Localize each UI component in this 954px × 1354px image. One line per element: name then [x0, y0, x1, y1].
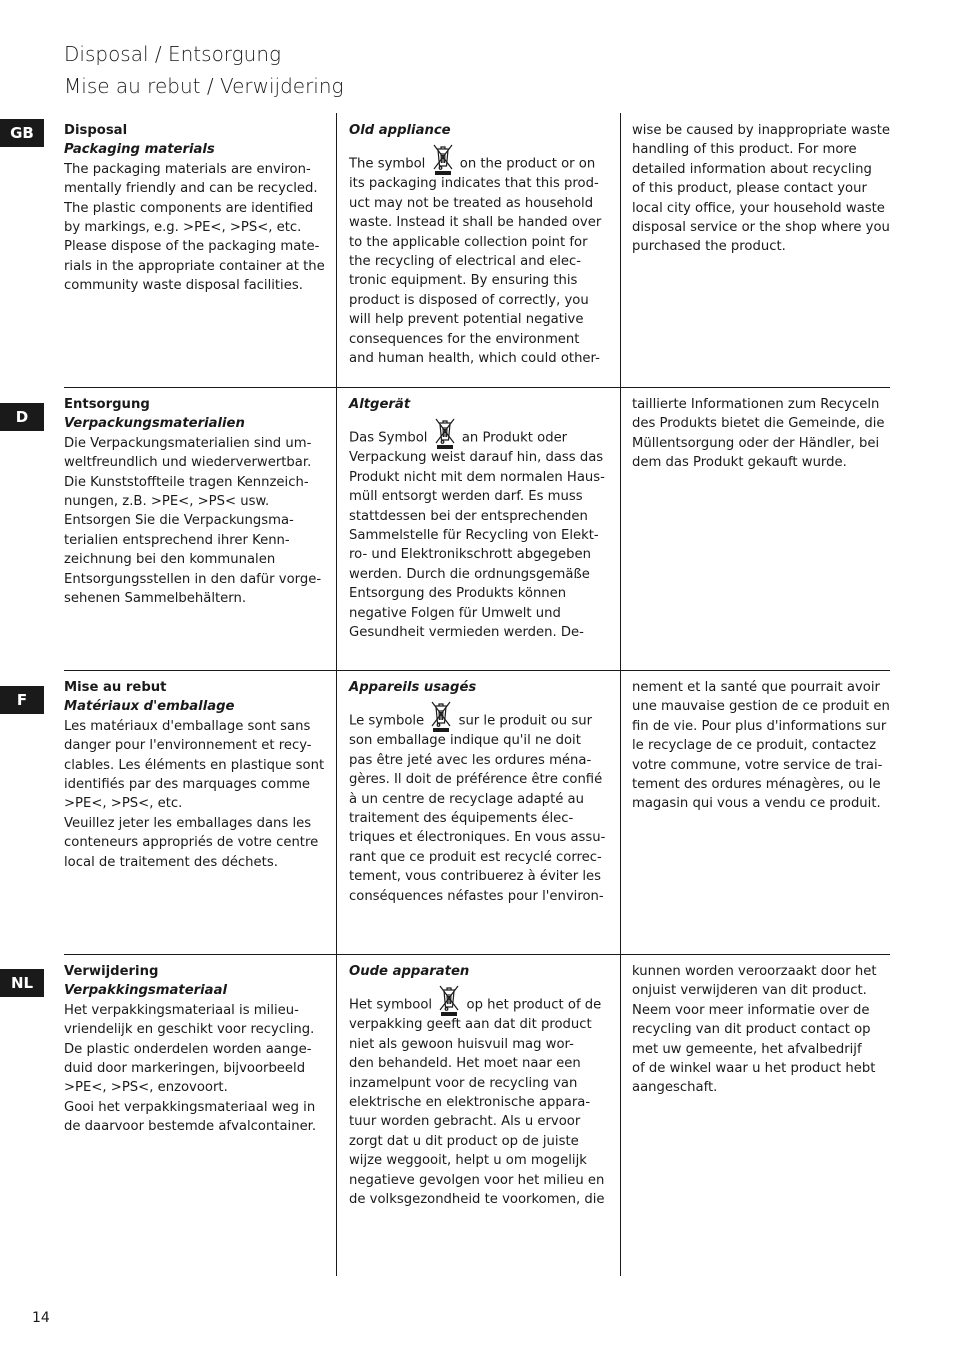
text-line: nungen, z.B. >PE<, >PS< usw. [64, 494, 270, 510]
text-line: negatieve gevolgen voor het milieu en [349, 1172, 605, 1188]
text-line: Müllentsorgung oder der Händler, bei [632, 435, 880, 451]
text-line: Die Verpackungsmaterialien sind um- [64, 435, 312, 451]
column-continuation [620, 113, 890, 387]
text-line: The packaging materials are environ- [64, 161, 311, 177]
text-line: detailed information about recycling [632, 161, 872, 177]
page-number: 14 [32, 1310, 50, 1326]
text-line: negative Folgen für Umwelt und [349, 605, 561, 621]
text-line: onjuist verwijderen van dit product. [632, 983, 867, 999]
text-line: local city office, your household waste [632, 200, 885, 216]
text-line: Sammelstelle für Recycling von Elekt- [349, 528, 599, 544]
symbol-text-after: on the product or on [459, 157, 596, 172]
weee-bin-icon [432, 142, 454, 176]
text-line: Les matériaux d'emballage sont sans [64, 718, 311, 734]
column-old-appliance [336, 387, 620, 670]
text-line: niet als gewoon huisvuil mag wor- [349, 1036, 574, 1052]
column-old-appliance [336, 670, 620, 954]
text-line: magasin qui vous a vendu ce produit. [632, 796, 881, 812]
language-tab-nl: NL [0, 969, 44, 997]
section-subheading: Appareils usagés [349, 680, 477, 695]
text-line: met uw gemeente, het afvalbedrijf [632, 1041, 862, 1057]
text-line: elektrische en elektronische appara- [349, 1095, 591, 1111]
text-line: consequences for the environment [349, 331, 580, 347]
column-packaging [64, 113, 330, 387]
text-line: aangeschaft. [632, 1080, 718, 1096]
section-heading: Mise au rebut [64, 680, 167, 695]
text-line: Gesundheit vermieden werden. De- [349, 625, 584, 641]
section-nl [64, 954, 890, 1276]
text-line: identifiés par des marquages comme [64, 777, 311, 793]
page-title-line1: Disposal / Entsorgung [64, 42, 282, 66]
text-line: dem das Produkt gekauft wurde. [632, 455, 847, 471]
text-line: des Produkts bietet die Gemeinde, die [632, 416, 885, 432]
text-line: The plastic components are identified [64, 200, 314, 216]
text-line: le recyclage de ce produit, contactez [632, 738, 877, 754]
column-continuation [620, 387, 890, 670]
weee-bin-icon [430, 699, 452, 733]
section-heading: Entsorgung [64, 397, 150, 412]
text-line: and human health, which could other- [349, 351, 600, 367]
text-line: conséquences néfastes pour l'environ- [349, 888, 604, 904]
text-line: vriendelijk en geschikt voor recycling. [64, 1022, 315, 1038]
text-line: mentally friendly and can be recycled. [64, 181, 318, 197]
section-subheading: Oude apparaten [349, 964, 470, 979]
text-line: wijze weggooit, helpt u om mogelijk [349, 1153, 587, 1169]
section-heading: Verwijdering [64, 964, 159, 979]
symbol-line [349, 414, 620, 448]
section-heading: Disposal [64, 123, 128, 138]
language-tab-gb: GB [0, 119, 44, 147]
text-line: Produkt nicht mit dem normalen Haus- [349, 469, 605, 485]
text-line: taillierte Informationen zum Recyceln [632, 397, 880, 412]
text-line: à un centre de recyclage adapté au [349, 791, 584, 807]
text-line: clables. Les éléments en plastique sont [64, 757, 325, 773]
text-line: werden. Durch die ordnungsgemäße [349, 566, 590, 582]
text-line: stattdessen bei der entsprechenden [349, 508, 588, 524]
text-line: kunnen worden veroorzaakt door het [632, 964, 877, 979]
weee-bin-icon [434, 416, 456, 450]
page-title-line2: Mise au rebut / Verwijdering [64, 74, 344, 98]
text-line: Entsorgen Sie die Verpackungsma- [64, 513, 294, 529]
text-line: tement des ordures ménagères, ou le [632, 777, 881, 793]
section-f [64, 670, 890, 954]
symbol-text-before: The symbol [349, 157, 426, 172]
text-line: son emballage indique qu'il ne doit [349, 733, 581, 749]
symbol-text-after: sur le produit ou sur [458, 714, 592, 729]
text-line: rant que ce produit est recyclé correc- [349, 849, 602, 865]
text-line: weltfreundlich und wiederverwertbar. [64, 455, 312, 471]
text-line: of this product, please contact your [632, 181, 867, 197]
text-line: inzamelpunt voor de recycling van [349, 1075, 578, 1091]
section-d [64, 387, 890, 670]
section-subheading: Old appliance [349, 123, 451, 138]
text-line: gères. Il doit de préférence être confié [349, 772, 603, 788]
text-line: den behandeld. Het moet naar een [349, 1056, 581, 1072]
text-line: Entsorgung des Produkts können [349, 586, 567, 602]
text-line: conteneurs appropriés de votre centre [64, 835, 319, 851]
text-line: Gooi het verpakkingsmateriaal weg in [64, 1099, 316, 1115]
text-line: waste. Instead it shall be handed over [349, 215, 602, 231]
text-line: Entsorgungsstellen in den dafür vorge- [64, 571, 322, 587]
text-line: verpakking geeft aan dat dit product [349, 1017, 592, 1033]
text-line: wise be caused by inappropriate waste [632, 123, 890, 138]
symbol-text-before: Het symbool [349, 998, 433, 1013]
text-line: nement et la santé que pourrait avoir [632, 680, 880, 695]
column-continuation [620, 670, 890, 954]
section-subheading: Matériaux d'emballage [64, 699, 235, 715]
section-subheading: Packaging materials [64, 142, 215, 158]
text-line: tuur worden gebracht. Als u ervoor [349, 1114, 581, 1130]
section-subheading: Altgerät [349, 397, 411, 412]
text-line: danger pour l'environnement et recy- [64, 738, 312, 754]
text-line: ro- und Elektronikschrott abgegeben [349, 547, 591, 563]
text-line: fin de vie. Pour plus d'informations sur [632, 718, 887, 734]
text-line: Neem voor meer informatie over de [632, 1002, 870, 1018]
text-line: votre commune, votre service de trai- [632, 757, 883, 773]
text-line: local de traitement des déchets. [64, 854, 278, 870]
symbol-line [349, 981, 620, 1015]
column-continuation [620, 954, 890, 1276]
symbol-line [349, 140, 620, 174]
text-line: will help prevent potential negative [349, 312, 584, 328]
text-line: its packaging indicates that this prod- [349, 176, 599, 192]
text-line: Het verpakkingsmateriaal is milieu- [64, 1002, 299, 1018]
text-line: de daarvoor bestemde afvalcontainer. [64, 1119, 317, 1135]
text-line: product is disposed of correctly, you [349, 292, 589, 308]
text-line: of de winkel waar u het product hebt [632, 1061, 876, 1077]
column-packaging [64, 387, 330, 670]
text-line: recycling van dit product contact op [632, 1022, 871, 1038]
text-line: Die Kunststoffteile tragen Kennzeich- [64, 474, 309, 490]
section-gb [64, 113, 890, 387]
text-line: by markings, e.g. >PE<, >PS<, etc. [64, 220, 302, 236]
symbol-text-after: op het product of de [466, 998, 602, 1013]
text-line: the recycling of electrical and elec- [349, 254, 582, 270]
text-line: traitement des équipements élec- [349, 811, 574, 827]
symbol-text-before: Das Symbol [349, 431, 428, 446]
text-line: de volksgezondheid te voorkomen, die [349, 1192, 605, 1208]
text-line: to the applicable collection point for [349, 234, 588, 250]
text-line: handling of this product. For more [632, 142, 857, 158]
text-line: >PE<, >PS<, enzovoort. [64, 1080, 228, 1096]
text-line: Verpackung weist darauf hin, dass das [349, 450, 604, 466]
text-line: pas être jeté avec les ordures ména- [349, 752, 592, 768]
section-subheading: Verpakkingsmateriaal [64, 983, 228, 999]
weee-bin-icon [438, 983, 460, 1017]
text-line: >PE<, >PS<, etc. [64, 796, 183, 812]
section-subheading: Verpackungsmaterialien [64, 416, 245, 432]
text-line: tement, vous contribuerez à éviter les [349, 869, 601, 885]
text-line: tronic equipment. By ensuring this [349, 273, 578, 289]
column-old-appliance [336, 113, 620, 387]
language-tab-f: F [0, 686, 44, 714]
column-old-appliance [336, 954, 620, 1276]
text-line: terialien entsprechend ihrer Kenn- [64, 532, 290, 548]
symbol-text-before: Le symbole [349, 714, 425, 729]
language-tab-d: D [0, 403, 44, 431]
text-line: une mauvaise gestion de ce produit en [632, 699, 890, 715]
symbol-text-after: an Produkt oder [461, 431, 568, 446]
text-line: community waste disposal facilities. [64, 278, 303, 294]
text-line: triques et électroniques. En vous assu- [349, 830, 606, 846]
text-line: duid door markeringen, bijvoorbeeld [64, 1061, 306, 1077]
text-line: müll entsorgt werden darf. Es muss [349, 489, 583, 505]
text-line: zorgt dat u dit product op de juiste [349, 1133, 579, 1149]
text-line: zeichnung bei den kommunalen [64, 552, 276, 568]
text-line: rials in the appropriate container at the [64, 258, 325, 274]
symbol-line [349, 697, 620, 731]
text-line: De plastic onderdelen worden aange- [64, 1041, 312, 1057]
text-line: uct may not be treated as household [349, 195, 594, 211]
text-line: sehenen Sammelbehältern. [64, 591, 247, 607]
column-packaging [64, 954, 330, 1276]
text-line: disposal service or the shop where you [632, 220, 890, 236]
text-line: purchased the product. [632, 239, 786, 255]
text-line: Please dispose of the packaging mate- [64, 239, 320, 255]
text-line: Veuillez jeter les emballages dans les [64, 815, 312, 831]
column-packaging [64, 670, 330, 954]
